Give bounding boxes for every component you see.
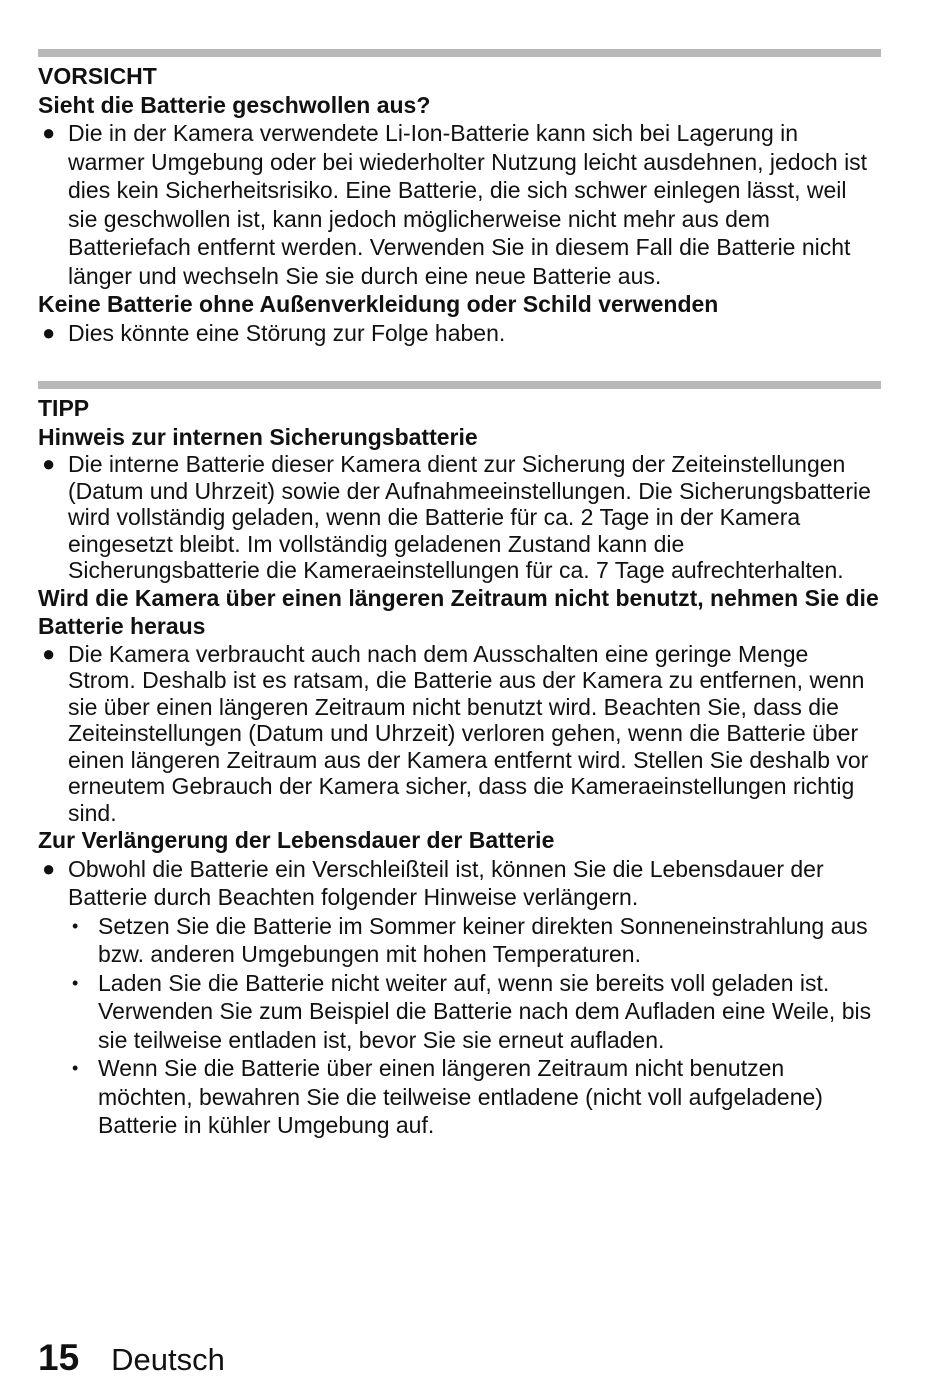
caution-label: VORSICHT xyxy=(38,63,157,89)
bullet-icon: ● xyxy=(42,451,56,476)
caution-heading-swollen: Sieht die Batterie geschwollen aus? xyxy=(38,91,431,118)
section-divider xyxy=(38,49,881,57)
list-item xyxy=(38,641,881,827)
language-label: Deutsch xyxy=(111,1342,225,1377)
tip-section xyxy=(38,394,881,1140)
caution-bullet-text: Dies könnte eine Störung zur Folge haben. xyxy=(68,319,506,346)
sub-bullet-icon: • xyxy=(72,1058,79,1078)
bullet-icon: ● xyxy=(42,640,56,666)
section-divider xyxy=(38,381,881,389)
caution-heading-cover: Keine Batterie ohne Außenverkleidung oder Schild verwenden xyxy=(38,291,719,317)
page-content xyxy=(38,0,881,1140)
tip-heading-backup: Hinweis zur internen Sicherungsbatterie xyxy=(38,423,478,450)
bullet-icon: ● xyxy=(42,319,56,345)
page-footer xyxy=(38,1337,225,1387)
caution-bullet-text: Die in der Kamera verwendete Li-Ion-Batterie kann sich bei Lagerung in warmer Umgebung oder bei wiederholter Nutzung leicht ausdehnen, jedoch ist dies kein Sicherheitsrisiko. Eine Batterie, die sich schwer einlegen lässt, weil sie geschwollen ist, kann jedoch möglicherweise nicht mehr aus dem Batteriefach entfernt werden. Verwenden Sie in diesem Fall die Batterie nicht länger und wechseln Sie sie durch eine neue Batterie aus. xyxy=(68,120,868,289)
list-item xyxy=(38,119,881,290)
sub-list-item xyxy=(38,912,881,969)
sub-list-item xyxy=(38,969,881,1055)
bullet-icon: ● xyxy=(42,855,56,881)
page-number: 15 xyxy=(38,1337,80,1378)
sub-bullet-text: Wenn Sie die Batterie über einen längeren Zeitraum nicht benutzen möchten, bewahren Sie die teilweise entladene (nicht voll aufgeladene) Batterie in kühler Umgebung auf. xyxy=(98,1055,823,1138)
tip-bullet-text: Die interne Batterie dieser Kamera dient zur Sicherung der Zeiteinstellungen (Datum und Uhrzeit) sowie der Aufnahmeeinstellungen. Die Sicherungsbatterie wird vollständig geladen, wenn die Batterie für ca. 2 Tage in der Kamera eingesetzt bleibt. Im vollständig geladenen Zustand kann die Sicherungsbatterie die Kameraeinstellungen für ca. 7 Tage aufrechterhalten. xyxy=(68,451,871,583)
list-item xyxy=(38,319,881,348)
tip-bullet-text: Die Kamera verbraucht auch nach dem Ausschalten eine geringe Menge Strom. Deshalb ist es ratsam, die Batterie aus der Kamera zu entfernen, wenn sie über einen längeren Zeitraum nicht benutzt wird. Beachten Sie, dass die Zeiteinstellungen (Datum und Uhrzeit) verloren gehen, wenn die Batterie über einen längeren Zeitraum aus der Kamera entfernt wird. Stellen Sie deshalb vor erneutem Gebrauch der Kamera sicher, dass die Kameraeinstellungen richtig sind. xyxy=(68,640,869,826)
list-item xyxy=(38,451,881,584)
tip-heading-lifetime: Zur Verlängerung der Lebensdauer der Batterie xyxy=(38,827,555,853)
tip-label: TIPP xyxy=(38,395,90,421)
list-item xyxy=(38,855,881,912)
bullet-icon: ● xyxy=(42,120,56,145)
sub-bullet-icon: • xyxy=(72,915,79,936)
caution-section xyxy=(38,62,881,347)
sub-bullet-text: Setzen Sie die Batterie im Sommer keiner direkten Sonneneinstrahlung aus bzw. anderen Umgebungen mit hohen Temperaturen. xyxy=(98,912,868,967)
tip-heading-remove: Wird die Kamera über einen längeren Zeitraum nicht benutzt, nehmen Sie die Batterie heraus xyxy=(38,584,879,639)
sub-bullet-text: Laden Sie die Batterie nicht weiter auf, wenn sie bereits voll geladen ist. Verwenden Sie zum Beispiel die Batterie nach dem Aufladen eine Weile, bis sie teilweise entladen ist, bevor Sie sie erneut aufladen. xyxy=(98,969,872,1053)
sub-bullet-icon: • xyxy=(72,972,79,993)
sub-list-item xyxy=(38,1054,881,1140)
tip-bullet-text: Obwohl die Batterie ein Verschleißteil ist, können Sie die Lebensdauer der Batterie durch Beachten folgender Hinweise verlängern. xyxy=(68,855,824,910)
